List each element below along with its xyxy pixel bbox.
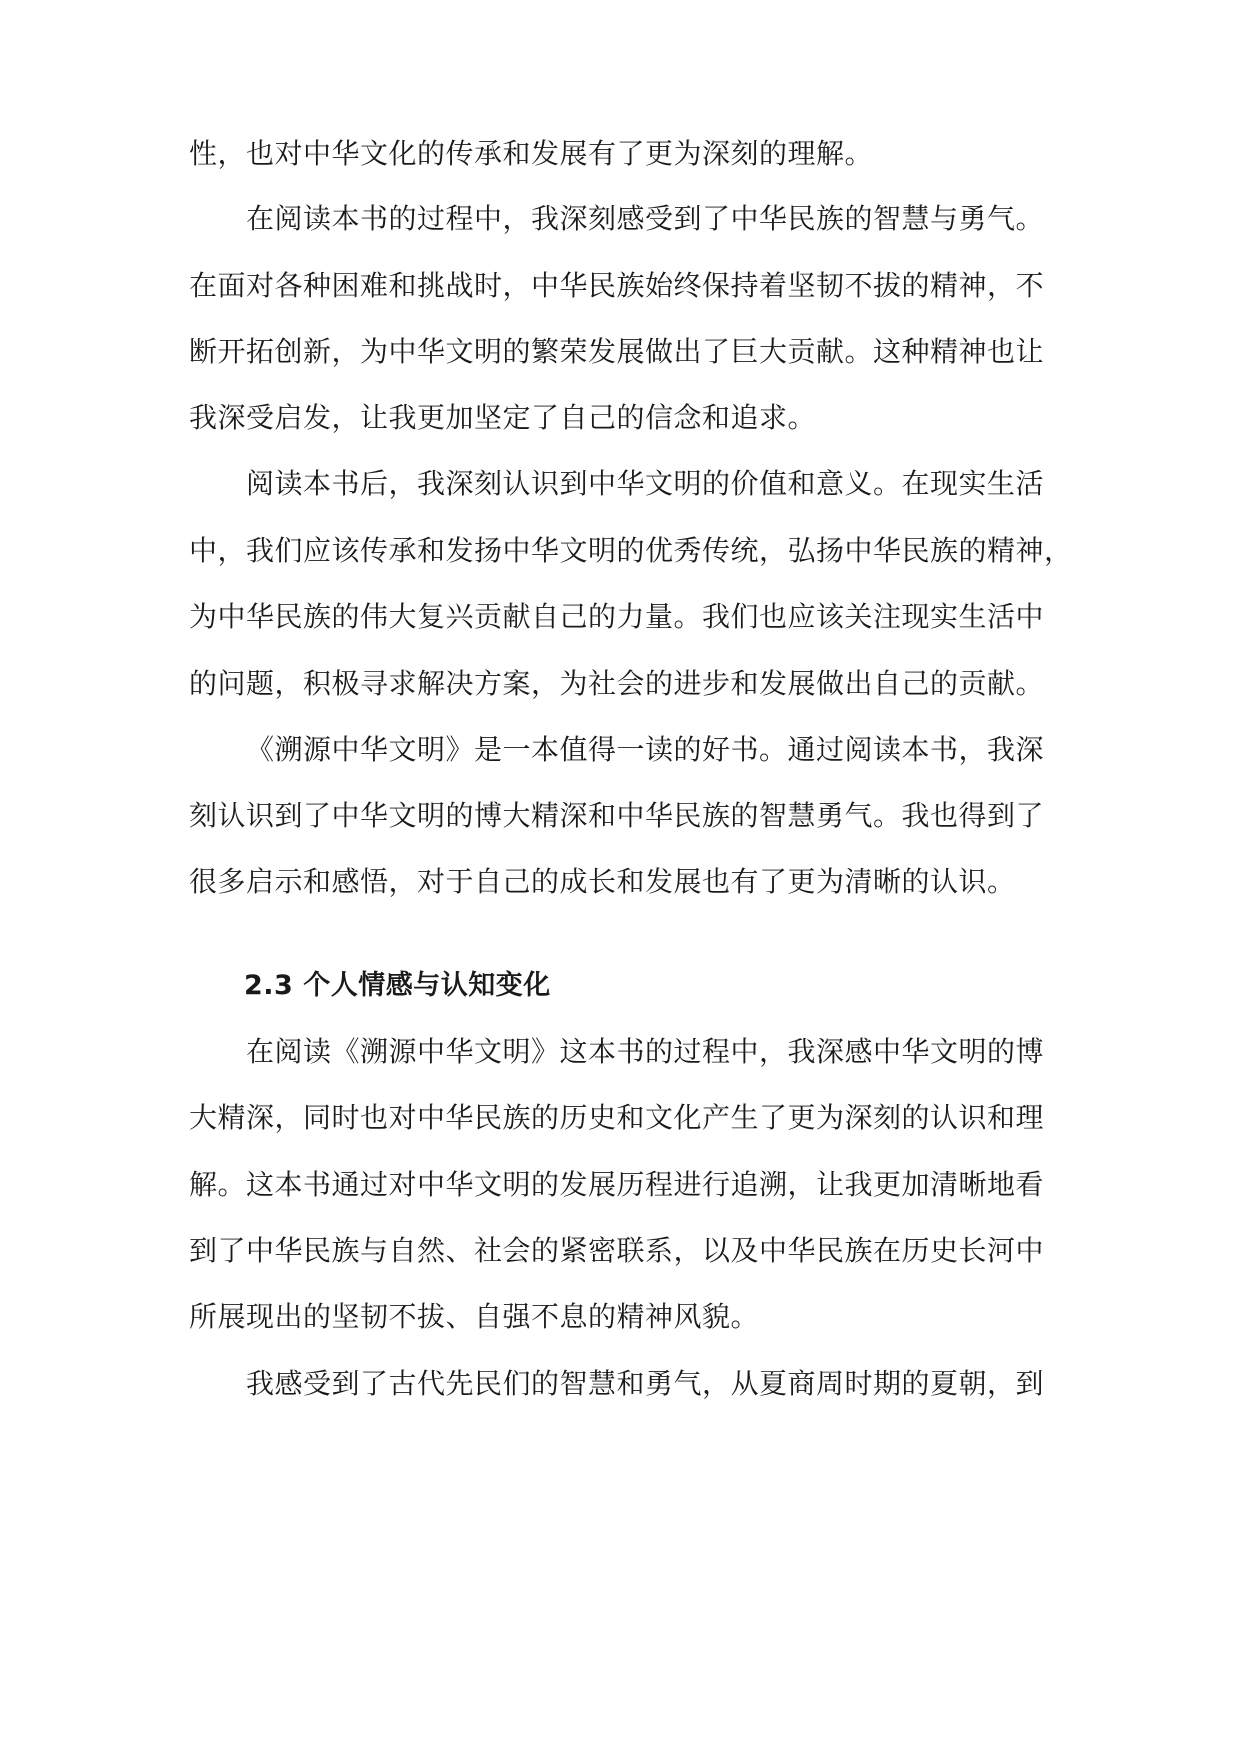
text-line: 我深受启发，让我更加坚定了自己的信念和追求。	[189, 401, 817, 434]
text-line: 中，我们应该传承和发扬中华文明的优秀传统，弘扬中华民族的精神，	[189, 534, 1073, 567]
paragraph-start-line: 阅读本书后，我深刻认识到中华文明的价值和意义。在现实生活	[246, 467, 1045, 500]
text-line: 刻认识到了中华文明的博大精深和中华民族的智慧勇气。我也得到了	[189, 799, 1045, 832]
text-line: 所展现出的坚韧不拔、自强不息的精神风貌。	[189, 1300, 760, 1333]
text-line: 的问题，积极寻求解决方案，为社会的进步和发展做出自己的贡献。	[189, 667, 1045, 700]
section-heading: 2.3 个人情感与认知变化	[244, 970, 551, 1001]
paragraph-start-line: 在阅读本书的过程中，我深刻感受到了中华民族的智慧与勇气。	[246, 202, 1045, 235]
text-line: 性，也对中华文化的传承和发展有了更为深刻的理解。	[189, 137, 874, 170]
text-line: 断开拓创新，为中华文明的繁荣发展做出了巨大贡献。这种精神也让	[189, 335, 1045, 368]
text-line: 很多启示和感悟，对于自己的成长和发展也有了更为清晰的认识。	[189, 865, 1016, 898]
paragraph-start-line: 我感受到了古代先民们的智慧和勇气，从夏商周时期的夏朝，到	[246, 1367, 1045, 1400]
paragraph-start-line: 在阅读《溯源中华文明》这本书的过程中，我深感中华文明的博	[246, 1035, 1045, 1068]
text-line: 到了中华民族与自然、社会的紧密联系，以及中华民族在历史长河中	[189, 1234, 1045, 1267]
text-line: 在面对各种困难和挑战时，中华民族始终保持着坚韧不拔的精神，不	[189, 269, 1045, 302]
paragraph-start-line: 《溯源中华文明》是一本值得一读的好书。通过阅读本书，我深	[246, 733, 1045, 766]
text-line: 大精深，同时也对中华民族的历史和文化产生了更为深刻的认识和理	[189, 1101, 1045, 1134]
text-line: 解。这本书通过对中华文明的发展历程进行追溯，让我更加清晰地看	[189, 1168, 1045, 1201]
text-line: 为中华民族的伟大复兴贡献自己的力量。我们也应该关注现实生活中	[189, 600, 1045, 633]
